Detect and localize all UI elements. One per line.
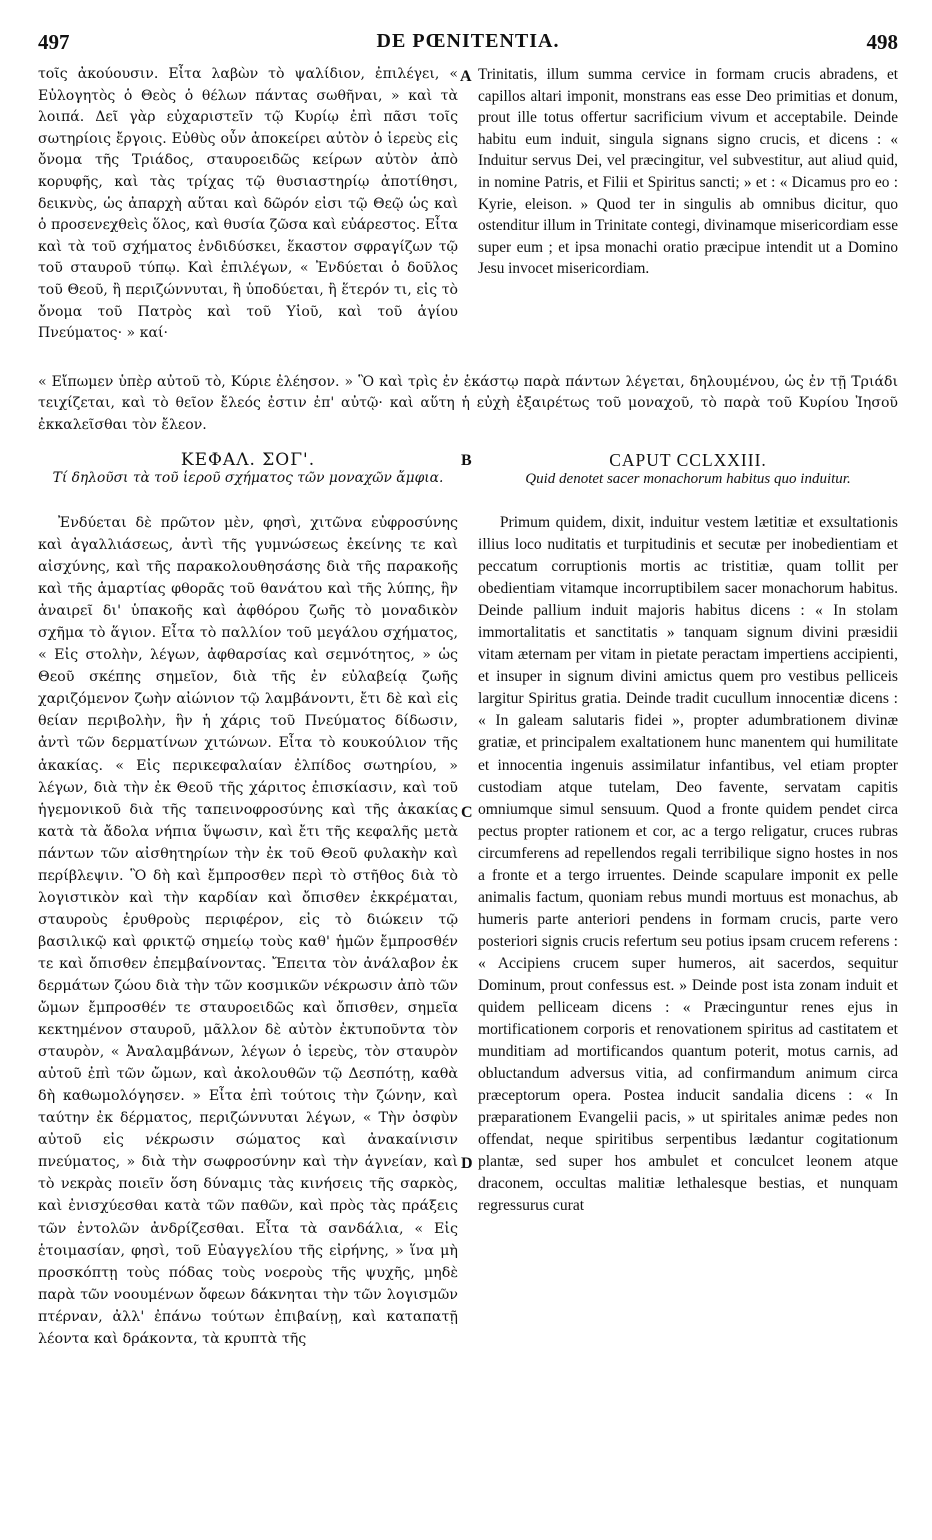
latin-chapter-number: CAPUT CCLXXIII. — [609, 450, 767, 470]
right-page-number: 498 — [866, 30, 898, 54]
latin-top-paragraph: Trinitatis, illum summa cervice in formam crucis abradens, et capillos altari imponit, monstrans eas esse Deo primitias et donum, prout ille totus offertur sacrificium vivum et acceptabile. Deinde habitu eum induit, singula signans signo crucis, et dicens : « Induitur servus Dei, vel præcingitur, vel subvestitur, aut aliud quid, in nomine Patris, et Filii et Spiritus sancti; » et : « Dicamus pro eo : Kyrie, eleison. » Quod ter in singulis ab omnibus dicitur, quo ostenditur illum in Trinitate contegi, divinamque misericordiam esse super eum ; et ipsa monachi oratio præcipue intendit ut a Domino Jesu invocet misericordiam. — [478, 66, 898, 278]
latin-chapter-subtitle: Quid denotet sacer monachorum habitus quo induitur. — [525, 471, 851, 487]
margin-letter-a: A — [460, 68, 472, 85]
latin-chapter-heading — [478, 450, 898, 488]
latin-chapter-body: Primum quidem, dixit, induitur vestem lætitiæ et exsultationis illius loco nuditatis et turpitudinis et secutæ per inobedientiam et peccatum corruptionis mortis ac tristitiæ, quam tollit per obedientiam vitamque incorruptibilem sacer monachorum habitus. Deinde pallium induit majoris habitus dicens : « In stolam immortalitatis et sanctitatis » tanquam signum divini præsidii vitam æternam per vitam in pietate peractam impertiens accipienti, et insuper in signum divini amictus quem pro vestibus pelliceis largitur Spiritus gratia. Deinde tradit cucullum innocentiæ dicens : « In galeam salutaris fidei », propter adumbrationem divinæ gratiæ, et principalem exaltationem hunc manentem qui humilitate et innocentia ingenuis assimilatur infantibus, vel etiam propter custodiam atque tutelam, Deo favente, servatam capitis omniumque simul sensuum. Quod a fronte quidem pendet circa pectus propter rationem et cor, ac a tergo religatur, cruces rubras circumferens ad repellendos regali terribilique signo hostes in nos a fronte et a tergo irruentes. Deinde scapulare imponit ex pelle animalis factum, quoniam rebus mundi mortuus est monachus, ab humeris parte anteriori pendens in formam crucis, parte vero posteriori signis crucis refertum seu potius ipsam crucem referens : « Accipiens crucem super humeros, ait sacerdos, sequitur Dominum, prout confessus est. » Deinde post ista zonam induit et quidem pelliceam dicens : « Præcinguntur renes ejus in mortificationem corporis et renovationem spiritus ad castitatem et munditiam ad mortificandos quantum poterit, motus carnis, ad obluctandum adversus vitia, ad confirmandum animum circa præceptorum opera. Postea inducit sandalia dicens : « In præparationem Evangelii pacis, » ut spiritales animæ pedes non offendat, neque spiritibus serpentibus lædantur cogitationum plantæ, sed super hos ambulet et conculcet leonem atque draconem, occultas malitiæ lethalesque bestias, et nunquam regressurus curat — [478, 514, 898, 1215]
margin-letter-b: B — [461, 452, 472, 469]
greek-chapter-number: ΚΕΦΑΛ. ΣΟΓ'. — [180, 450, 316, 470]
running-header — [38, 30, 898, 54]
greek-top-paragraph: τοῖς ἀκούουσιν. Εἶτα λαβὼν τὸ ψαλίδιον, ἐπιλέγει, « Εὐλογητὸς ὁ Θεὸς ὁ θέλων πάντας σωθῆναι, » καὶ τὰ λοιπά. Δεῖ γὰρ εὐχαριστεῖν τῷ Κυρίῳ ἐπὶ πᾶσι τοῖς σωτηρίοις ἔργοις. Εὐθὺς οὖν ἀποκείρει αὐτὸν ὁ ἱερεὺς εἰς ὄνομα τῆς Τριάδος, σταυροειδῶς κείρων αὐτὸν ἀπὸ κορυφῆς, καὶ τὰς τρίχας τῷ θυσιαστηρίῳ ἀποτίθησι, δεικνὺς, ὡς ἀπαρχὴ αὕται καὶ δῶρόν εἰσι τῷ Θεῷ ὡς καὶ ὁ προσενεχθεὶς ὅλος, καὶ θυσία ζῶσα καὶ εὐάρεστος. Εἶτα καὶ τὰ τοῦ σχήματος ἐνδιδύσκει, ἕκαστον σφραγίζων τῷ τοῦ σταυροῦ τύπῳ. Καὶ ἐπιλέγων, « Ἐνδύεται ὁ δοῦλος τοῦ Θεοῦ, ἢ περιζώννυται, ἢ ὑποδύεται, ἢ ἕτερόν τι, εἰς τὸ ὄνομα τοῦ Πατρὸς καὶ τοῦ Υἱοῦ, καὶ τοῦ ἁγίου Πνεύματος· » καί· — [38, 66, 458, 342]
greek-chapter-heading — [38, 450, 458, 487]
greek-fullwidth-paragraph: « Εἴπωμεν ὑπὲρ αὐτοῦ τὸ, Κύριε ἐλέησον. » Ὃ καὶ τρὶς ἐν ἑκάστῳ παρὰ πάντων λέγεται, δηλουμένου, ὡς ἐν τῇ Τριάδι τειχίζεται, καὶ τὸ θεῖον ἔλεός ἐστιν ἐπ' αὐτῷ· καὶ αὕτη ἡ εὐχὴ ἐξαιρέτως τοῦ μοναχοῦ, τὸ παρὰ τοῦ Κυρίου Ἰησοῦ ἐκκαλεῖσθαι τὸν ἔλεον. — [38, 374, 898, 433]
greek-chapter-body: Ἐνδύεται δὲ πρῶτον μὲν, φησὶ, χιτῶνα εὐφροσύνης καὶ ἀγαλλιάσεως, ἀντὶ τῆς γυμνώσεως ἐκείνης τε καὶ αἰσχύνης, καὶ τῆς παρακολουθησάσης διὰ τῆς παρακοῆς καὶ τῆς ἁμαρτίας φθορᾶς τοῦ θανάτου καὶ τῆς λύπης, ἣν ἀναιρεῖ δι' ὑπακοῆς καὶ ἀφθόρου ζωῆς τὸ μοναδικὸν σχῆμα τὸ ἅγιον. Εἶτα τὸ παλλίον τοῦ μεγάλου σχήματος, « Εἰς στολὴν, λέγων, ἀφθαρσίας καὶ σεμνότητος, » ὡς Θεοῦ σκέπης σημεῖον, διὰ τῆς ἐν εὐλαβείᾳ ζωῆς χαριζόμενον ζωὴν αἰώνιον τῷ λαμβάνοντι, ἔτι δὲ καὶ εἰς θείαν περιβολὴν, ἣν ἡ χάρις τοῦ Πνεύματος δίδωσιν, ἀντὶ τῶν δερματίνων χιτώνων. Εἶτα τὸ κουκούλιον τῆς ἀκακίας. « Εἰς περικεφαλαίαν ἐλπίδος σωτηρίου, » λέγων, διὰ τὴν ἐκ Θεοῦ τῆς χάριτος ἐπισκίασιν, καὶ τοῦ ἡγεμονικοῦ διὰ τῆς ταπεινοφροσύνης καὶ τῆς ἀκακίας κατὰ τὰ ἄδολα νήπια ὕψωσιν, καὶ ἔτι τῆς κεφαλῆς μετὰ πάντων τῶν αἰσθητηρίων τὴν ἐκ τοῦ Θεοῦ φυλακὴν καὶ περίβλεψιν. Ὃ δὴ καὶ ἔμπροσθεν περὶ τὸ στῆθος διὰ τὸ λογιστικὸν καὶ τὴν καρδίαν καὶ ὄπισθεν ἐκκρέμαται, σταυροὺς ἐρυθροὺς περιφέρον, εἰς τὸ διώκειν τῷ βασιλικῷ καὶ φρικτῷ σημείῳ τοὺς καθ' ἡμῶν ἔμπροσθέν τε καὶ ὄπισθεν ἐπεμβαίνοντας. Ἔπειτα τὸν ἀνάλαβον ἐκ δερμάτων ζώου διὰ τὴν τῶν κοσμικῶν νέκρωσιν ἀπὸ τῶν ὤμων ἔμπροσθέν τε σταυροειδῶς καὶ ὄπισθεν, σημεῖα κεκτημένον σταυροῦ, μᾶλλον δὲ αὐτὸν ἐκτυποῦντα τὸν σταυρὸν, « Ἀναλαμβάνων, λέγων ὁ ἱερεὺς, τὸν σταυρὸν αὐτοῦ ἐπὶ τῶν ὤμων, καὶ ἀκολουθῶν τῷ Δεσπότῃ, καθὰ δὴ καθωμολόγησεν. » Εἶτα ἐπὶ τούτοις τὴν ζώνην, καὶ ταύτην ἐκ δέρματος, περιζώννυται λέγων, « Τὴν ὀσφὺν αὐτοῦ εἰς νέκρωσιν σώματος καὶ ἀνακαίνισιν πνεύματος, » διὰ τὴν σωφροσύνην καὶ τὴν ἁγνείαν, καὶ τὸ νεκρὰς ποιεῖν ὅση δύναμις τὰς κινήσεις τῆς σαρκὸς, καὶ ἐνισχύεσθαι κατὰ τῶν παθῶν, καὶ πρὸς τὰς πράξεις τῶν ἐντολῶν ἀνδρίζεσθαι. Εἶτα τὰ σανδάλια, « Εἰς ἑτοιμασίαν, φησὶ, τοῦ Εὐαγγελίου τῆς εἰρήνης, » ἵνα μὴ προσκόπτῃ τοὺς πόδας τοὺς νοεροὺς τῆς ψυχῆς, μηδὲ παρὰ τῶν νοουμένων ὄφεων δάκνηται τὴν τῶν λογισμῶν πτέρναν, ἀλλ' ἐπάνω τούτων ἐπιβαίνῃ, καὶ καταπατῇ λέοντα καὶ δράκοντα, τὰ κρυπτὰ τῆς — [38, 515, 458, 1347]
greek-chapter-subtitle: Τί δηλοῦσι τὰ τοῦ ἱεροῦ σχήματος τῶν μοναχῶν ἄμφια. — [52, 470, 444, 486]
running-title: DE PŒNITENTIA. — [376, 30, 560, 52]
margin-letter-c: C — [461, 804, 473, 821]
left-page-number: 497 — [38, 30, 70, 54]
margin-letter-d: D — [461, 1155, 473, 1172]
